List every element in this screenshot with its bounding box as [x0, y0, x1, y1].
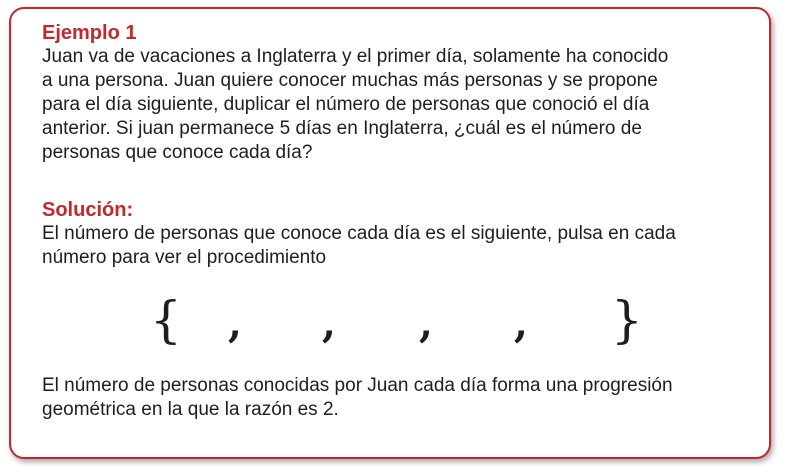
problem-line: para el día siguiente, duplicar el número de personas que conoció el día	[42, 94, 650, 115]
solution-intro-line: El número de personas que conoce cada día es el siguiente, pulsa en cada	[42, 223, 676, 244]
conclusion-line: El número de personas conocidas por Juan cada día forma una progresión	[42, 375, 673, 396]
day-4-answer-slot[interactable]	[452, 298, 512, 346]
problem-line: anterior. Si juan permanece 5 días en Inglaterra, ¿cuál es el número de	[42, 118, 642, 139]
day-2-answer-slot[interactable]	[262, 298, 322, 346]
solution-title: Solución:	[42, 199, 134, 221]
separator-comma: ,	[228, 300, 242, 347]
answer-set	[0, 290, 788, 360]
open-brace: {	[150, 291, 182, 349]
day-1-answer-slot[interactable]	[168, 298, 228, 346]
problem-line: personas que conoce cada día?	[42, 142, 313, 163]
day-3-answer-slot[interactable]	[356, 298, 416, 346]
problem-line: a una persona. Juan quiere conocer muchas más personas y se propone	[42, 70, 658, 91]
problem-statement	[42, 45, 762, 165]
conclusion	[42, 374, 762, 422]
solution-intro	[42, 222, 762, 270]
separator-comma: ,	[419, 300, 433, 347]
separator-comma: ,	[322, 300, 336, 347]
solution-intro-line: número para ver el procedimiento	[42, 247, 327, 268]
example-title: Ejemplo 1	[42, 22, 137, 44]
close-brace: }	[611, 291, 643, 349]
separator-comma: ,	[514, 300, 528, 347]
conclusion-line: geométrica en la que la razón es 2.	[42, 399, 339, 420]
problem-line: Juan va de vacaciones a Inglaterra y el primer día, solamente ha conocido	[42, 46, 669, 67]
day-5-answer-slot[interactable]	[546, 298, 606, 346]
